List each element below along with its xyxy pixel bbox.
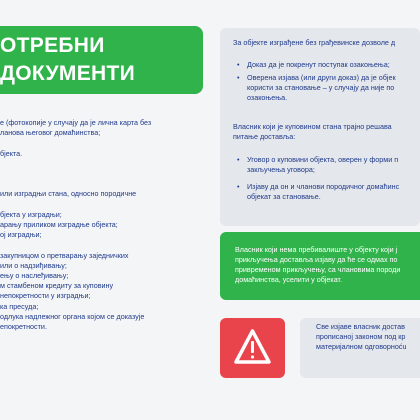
- title-line-1: ОТРЕБНИ: [0, 34, 105, 57]
- warning-triangle-icon: [220, 318, 285, 378]
- title-line-2: ДОКУМЕНТИ: [0, 62, 135, 85]
- paragraph-text: Власник који је куповином стана трајно решава: [233, 122, 392, 131]
- bullet-dot: •: [237, 60, 240, 69]
- notice-text: Власник који нема пребивалиште у објекту који ј: [235, 245, 398, 254]
- left-text-line: ењу о наслеђивању;: [0, 271, 69, 280]
- bullet-text: Оверена изјава (или други доказ) да је објек: [247, 73, 396, 82]
- left-text-line: непокретности у изградњи;: [0, 291, 91, 301]
- left-text-line: закупницом о претварању заједничких: [0, 250, 129, 260]
- left-text-line: арању приликом изградње објекта;: [0, 220, 118, 229]
- bullet-dot: •: [237, 155, 240, 164]
- bullet-dot: •: [237, 73, 240, 82]
- warning-text: Све изјаве власник достав: [316, 322, 405, 331]
- bullet-text: користи за становање – у случају да није по: [247, 83, 395, 92]
- bullet-text: Уговор о куповини објекта, оверен у форми п: [247, 155, 399, 164]
- bullet-text: озакоњења.: [247, 93, 288, 102]
- paragraph-text: питање доставља:: [233, 132, 296, 141]
- left-text-line: или изградњи стана, односно породичне: [0, 189, 137, 199]
- notice-text: привременом прикључењу, са члановима породи: [235, 265, 401, 274]
- card-heading: За објекте изграђене без грађевинске дозволе д: [233, 38, 396, 47]
- left-text-line: бјекта.: [0, 148, 23, 158]
- warning-text: прописаној законом под кр: [316, 332, 406, 341]
- bullet-dot: •: [237, 182, 240, 191]
- bullet-text: Доказ да је покренут поступак озакоњења;: [247, 60, 390, 69]
- title-banner: [0, 26, 203, 94]
- left-text-line: м стамбеном кредиту за куповину: [0, 281, 114, 291]
- left-text-line: или о надзиђивању;: [0, 260, 67, 270]
- left-text-line: е (фотокопије у случају да је лична карта без: [0, 118, 152, 127]
- left-text-line: бјекта у изградњи;: [0, 209, 62, 219]
- left-text-line: епокретности.: [0, 322, 47, 331]
- warning-box: [220, 318, 285, 378]
- left-text-line: ланова његовог домаћинства;: [0, 128, 101, 138]
- warning-text: материјалном одговорноću: [316, 342, 407, 351]
- notice-text: прикључења доставља изјаву да ће се одмах по: [235, 255, 398, 264]
- notice-text: домаћинства, уселити у објекат.: [235, 275, 343, 284]
- bullet-text: објекат за становање.: [247, 192, 321, 201]
- bullet-text: Изјаву да он и чланови породичног домаћинс: [247, 182, 400, 191]
- left-text-line: одлука надлежног органа којом се доказује: [0, 311, 145, 321]
- left-text-line: ој изградњи;: [0, 230, 42, 240]
- left-text-line: ка пресуда;: [0, 301, 39, 311]
- bullet-text: закључења уговора;: [247, 165, 315, 174]
